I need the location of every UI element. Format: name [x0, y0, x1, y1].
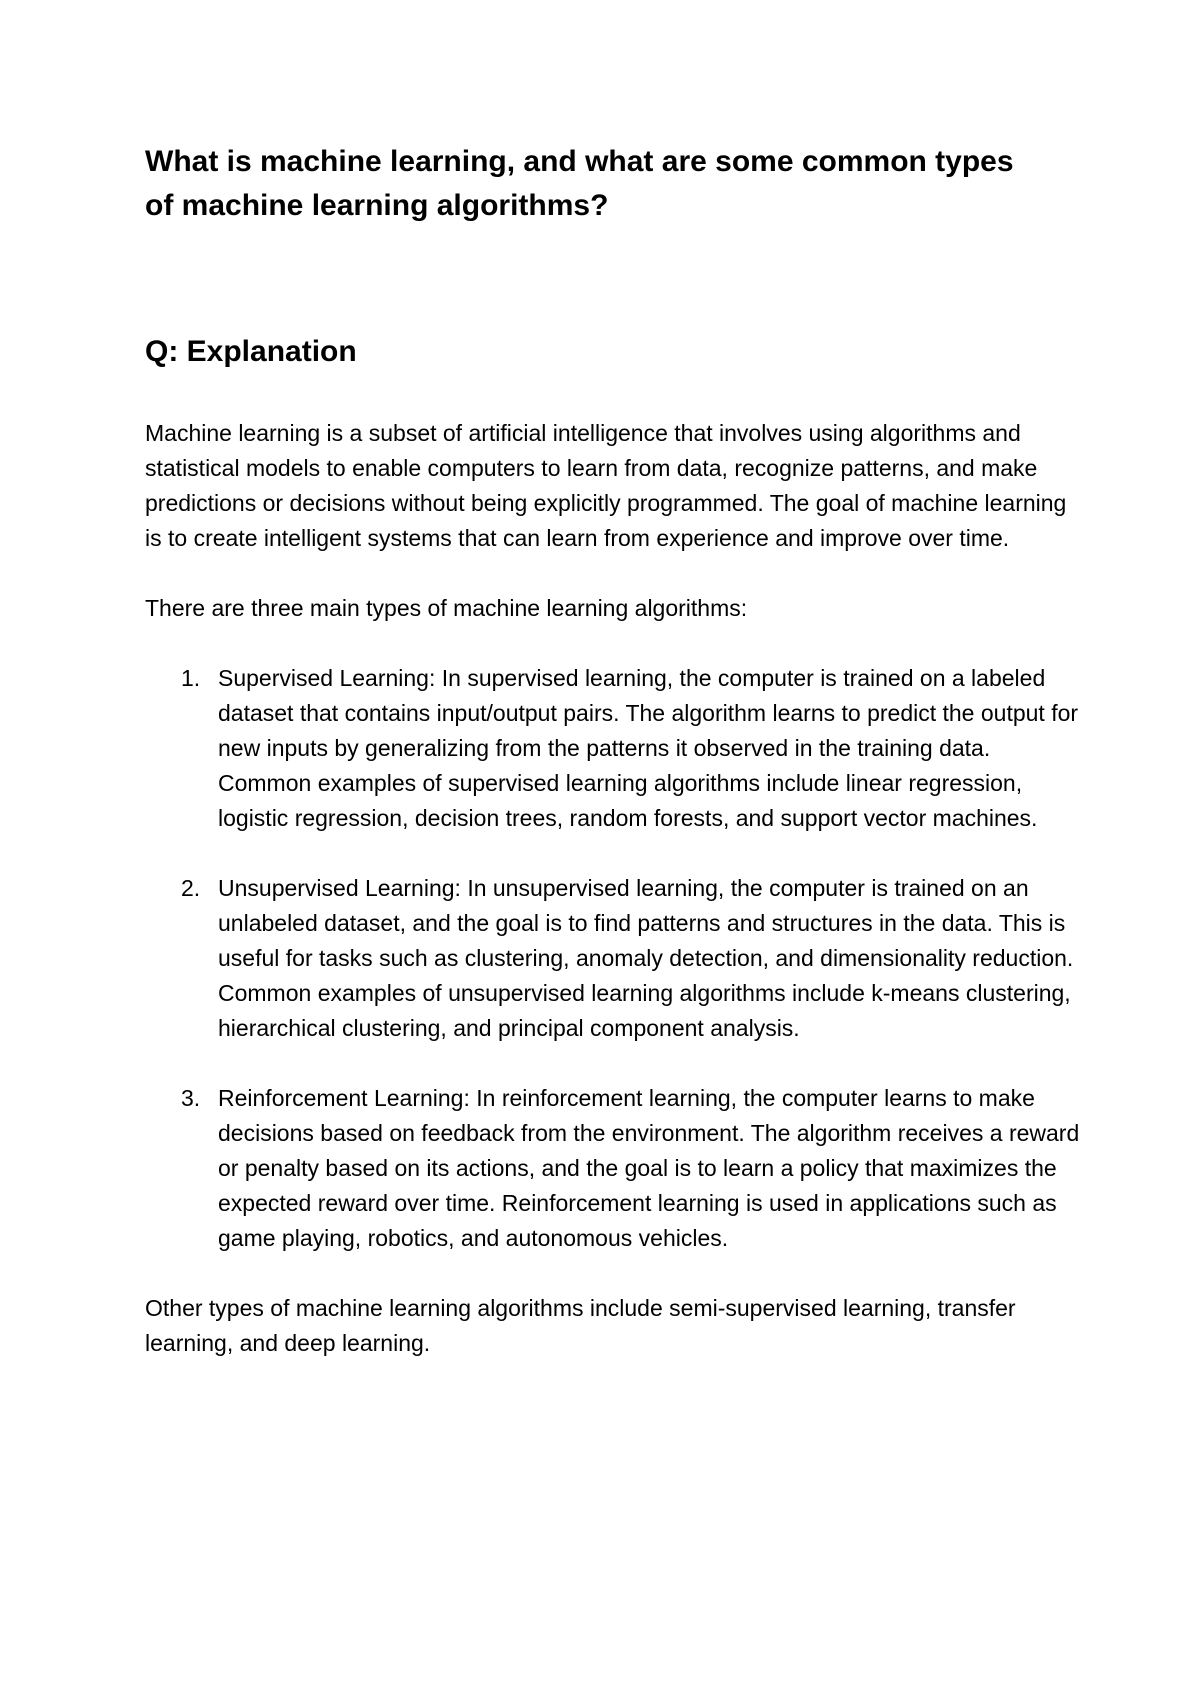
section-heading: Q: Explanation [145, 335, 357, 368]
algorithm-types-list [145, 661, 1082, 1256]
list-item-unsupervised [145, 871, 1082, 1046]
intro-paragraph: Machine learning is a subset of artificial intelligence that involves using algorithms and statistical models to enable computers to learn from data, recognize patterns, and make predictions or decisions without being explicitly programmed. The goal of machine learning is to create intelligent systems that can learn from experience and improve over time. [145, 420, 1067, 551]
list-item-reinforcement [145, 1081, 1082, 1256]
list-number: 1. [181, 665, 201, 691]
document-title: What is machine learning, and what are some common types of machine learning algorithms? [145, 145, 1014, 222]
list-item-text: Reinforcement Learning: In reinforcement learning, the computer learns to make decisions based on feedback from the environment. The algorithm receives a reward or penalty based on its actions, and the goal is to learn a policy that maximizes the expected reward over time. Reinforcement learning is used in applications such as game playing, robotics, and autonomous vehicles. [218, 1085, 1080, 1251]
closing-paragraph: Other types of machine learning algorithms include semi-supervised learning, transfer learning, and deep learning. [145, 1295, 1016, 1356]
list-item-text: Supervised Learning: In supervised learning, the computer is trained on a labeled dataset that contains input/output pairs. The algorithm learns to predict the output for new inputs by generalizing from the patterns it observed in the training data. Common examples of supervised learning algorithms include linear regression, logistic regression, decision trees, random forests, and support vector machines. [218, 665, 1079, 831]
list-number: 3. [181, 1085, 201, 1111]
list-number: 2. [181, 875, 201, 901]
lead-sentence: There are three main types of machine learning algorithms: [145, 595, 748, 621]
list-item-supervised [145, 661, 1082, 836]
list-item-text: Unsupervised Learning: In unsupervised learning, the computer is trained on an unlabeled dataset, and the goal is to find patterns and structures in the data. This is useful for tasks such as clustering, anomaly detection, and dimensionality reduction. Common examples of unsupervised learning algorithms include k-means clustering, hierarchical clustering, and principal component analysis. [218, 875, 1074, 1041]
